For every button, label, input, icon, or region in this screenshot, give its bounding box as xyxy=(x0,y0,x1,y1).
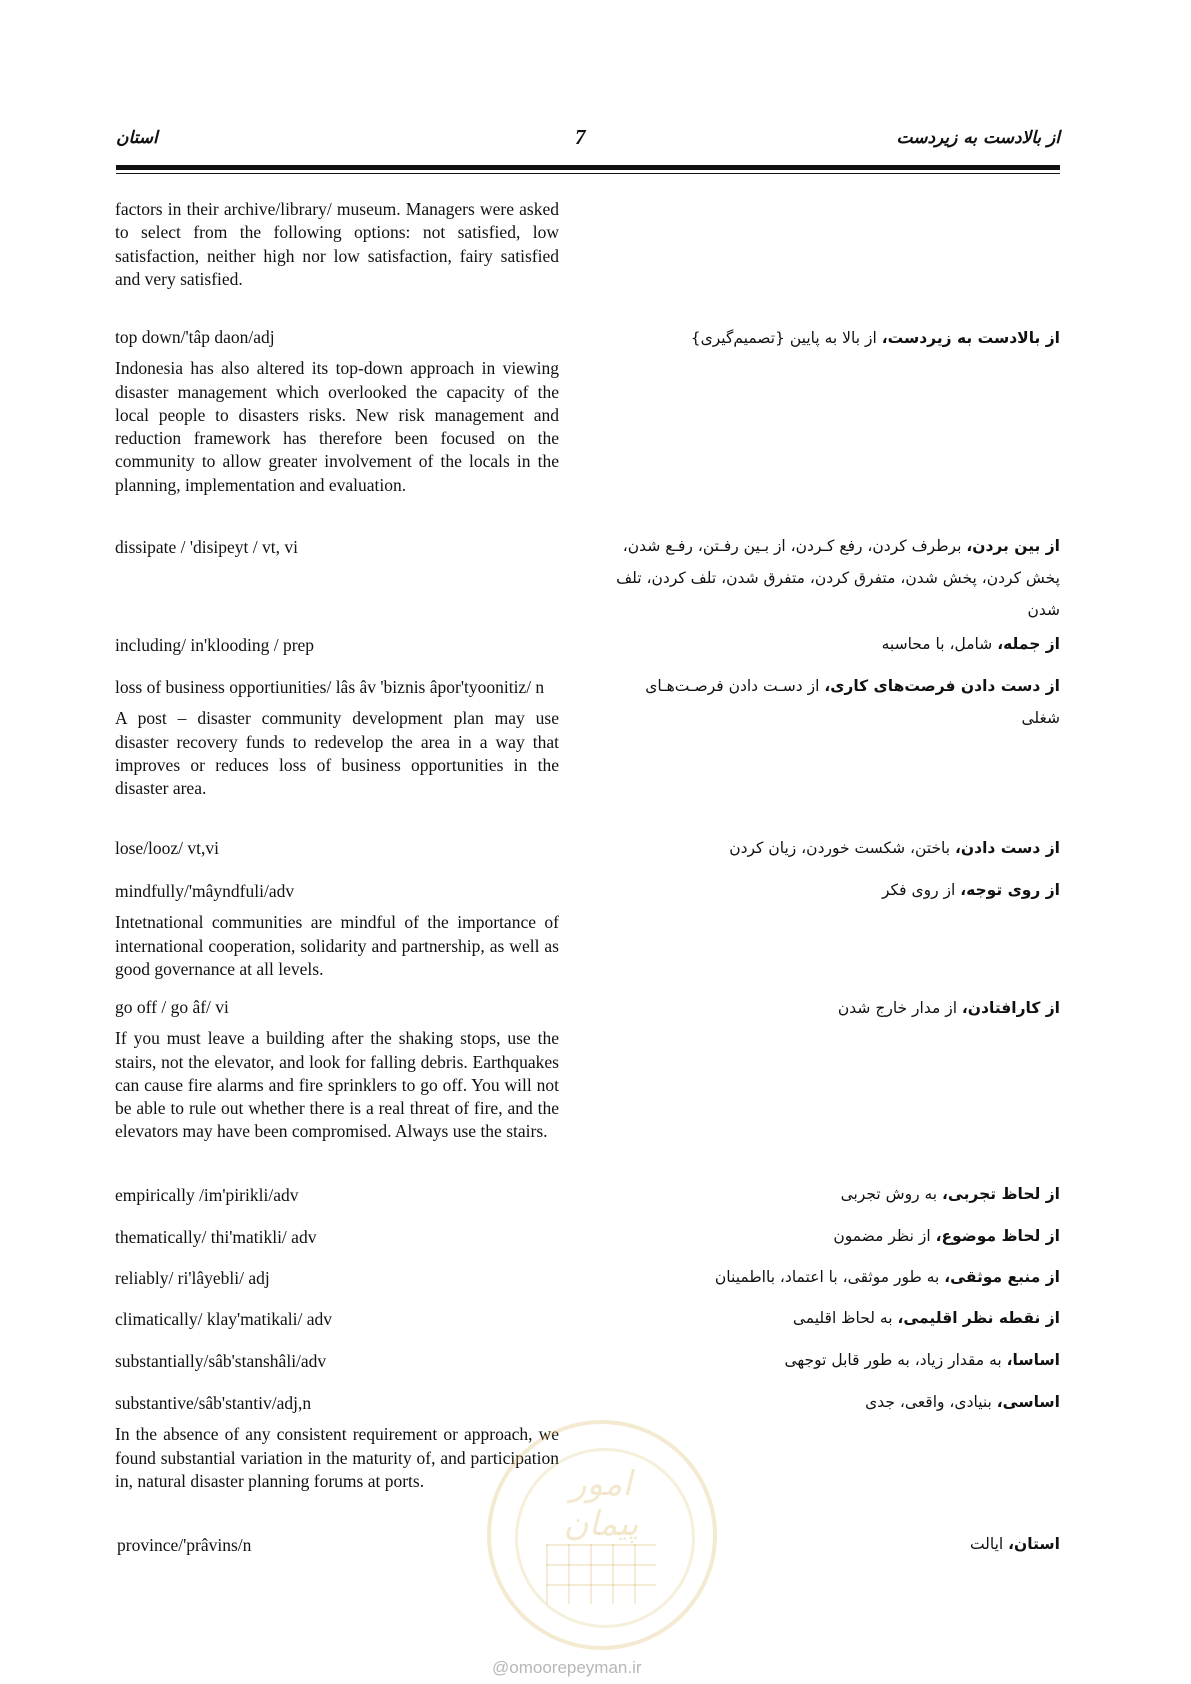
term: including/ in'klooding / prep xyxy=(115,635,315,655)
persian-headword: از منبع موثقی، xyxy=(944,1268,1060,1286)
persian-definition: از بالا به پایین {تصمیم‌گیری} xyxy=(690,329,882,347)
persian-headword: از لحاظ موضوع، xyxy=(935,1227,1060,1245)
page-number: 7 xyxy=(575,125,586,149)
persian-definition: به روش تجربی xyxy=(840,1185,943,1203)
entry-4-fa xyxy=(605,670,1060,734)
term: climatically/ klay'matikali/ adv xyxy=(115,1309,332,1329)
term: empirically /im'pirikli/adv xyxy=(115,1185,299,1205)
entry-1-fa xyxy=(605,322,1060,354)
running-head-entry: از بالادست به زیردست xyxy=(896,128,1060,148)
entry-12-en xyxy=(115,1350,559,1381)
persian-headword: از جمله، xyxy=(997,635,1060,653)
entry-8-en xyxy=(115,1184,559,1215)
watermark-stamp xyxy=(487,1420,717,1650)
persian-definition: از روی فکر xyxy=(882,881,961,899)
watermark-logo-text: امور پیمان xyxy=(563,1464,639,1544)
example-sentence: A post – disaster community development plan may use disaster recovery funds to redevelop the area in a way that improves or reduces loss of business opportunities in the disaster area. xyxy=(115,708,559,799)
entry-9-fa xyxy=(605,1220,1060,1252)
persian-headword: استان، xyxy=(1008,1535,1060,1553)
persian-headword: اساسی، xyxy=(996,1393,1060,1411)
entry-11-fa xyxy=(605,1302,1060,1334)
entry-7-fa xyxy=(605,992,1060,1024)
persian-headword: اساسا، xyxy=(1006,1351,1060,1369)
running-head-section: استان xyxy=(116,128,158,148)
entry-2-fa xyxy=(605,530,1060,626)
persian-headword: از کارافتادن، xyxy=(961,999,1060,1017)
persian-definition: ایالت xyxy=(969,1535,1009,1553)
term: dissipate / 'disipeyt / vt, vi xyxy=(115,537,299,557)
header-rule-thin xyxy=(116,173,1060,174)
example-sentence: Intetnational communities are mindful of the importance of international cooperation, solidarity and partnership, as well as good governance at all levels. xyxy=(115,912,559,979)
persian-definition: به مقدار زیاد، به طور قابل توجهی xyxy=(784,1351,1007,1369)
persian-headword: از بین بردن، xyxy=(966,537,1060,555)
term: substantive/sâb'stantiv/adj,n xyxy=(115,1393,312,1413)
entry-6-fa xyxy=(605,874,1060,906)
persian-headword: از دست دادن، xyxy=(955,839,1060,857)
entry-11-en xyxy=(115,1308,559,1339)
term: reliably/ ri'lâyebli/ adj xyxy=(115,1268,270,1288)
term: loss of business opportiunities/ lâs âv 'biznis âpor'tyoonitiz/ n xyxy=(115,677,545,697)
persian-headword: از دست دادن فرصت‌های کاری، xyxy=(824,677,1060,695)
entry-3-en xyxy=(115,634,559,665)
persian-definition: بنیادی، واقعی، جدی xyxy=(865,1393,997,1411)
example-sentence: If you must leave a building after the shaking stops, use the stairs, not the elevator, and look for falling debris. Earthquakes can cause fire alarms and fire sprinklers to go off. You will not be able to rule out whether there is a real threat of fire, and the elevators may have been compromised. Always use the stairs. xyxy=(115,1028,559,1142)
term: lose/looz/ vt,vi xyxy=(115,838,220,858)
header-rule-thick xyxy=(116,165,1060,170)
watermark-site: @omoorepeyman.ir xyxy=(492,1658,642,1677)
term: go off / go âf/ vi xyxy=(115,997,229,1017)
entry-9-en xyxy=(115,1226,559,1257)
watermark-grid xyxy=(546,1544,656,1604)
entry-7-en xyxy=(115,996,559,1144)
term: substantially/sâb'stanshâli/adv xyxy=(115,1351,327,1371)
term: top down/'tâp daon/adj xyxy=(115,327,275,347)
persian-headword: از روی توجه، xyxy=(960,881,1060,899)
persian-definition: از نظر مضمون xyxy=(833,1227,936,1245)
entry-13-fa xyxy=(605,1386,1060,1418)
example-sentence: Indonesia has also altered its top-down approach in viewing disaster management which overlooked the capacity of the local people to disasters risks. New risk management and reduction framework has therefore been focused on the community to allow greater involvement of the locals in the planning, implementation and evaluation. xyxy=(115,358,559,495)
example-sentence: factors in their archive/library/ museum. Managers were asked to select from the following options: not satisfied, low satisfaction, neither high nor low satisfaction, fairy satisfied and very satisfied. xyxy=(115,199,559,289)
persian-definition: باختن، شکست خوردن، زیان کردن xyxy=(729,839,956,857)
persian-definition: از مدار خارج شدن xyxy=(837,999,962,1017)
entry-5-fa xyxy=(605,832,1060,864)
persian-definition: از دسـت دادن فرصـت‌هـای شغلی xyxy=(645,677,1060,727)
entry-10-en xyxy=(115,1267,559,1298)
term: province/'prâvins/n xyxy=(117,1535,252,1555)
persian-definition: به لحاظ اقلیمی xyxy=(792,1309,898,1327)
entry-6-en xyxy=(115,880,559,981)
persian-definition: برطرف کردن، رفع کـردن، از بـین رفـتن، رفـع شدن، پخش کردن، پخش شدن، متفرق کردن، متفرق شدن، تلف کردن، تلف شدن xyxy=(616,537,1060,619)
entry-10-fa xyxy=(605,1261,1060,1293)
persian-headword: از نقطه نظر اقلیمی، xyxy=(897,1309,1060,1327)
entry-5-en xyxy=(115,837,559,868)
persian-headword: از لحاظ تجربی، xyxy=(942,1185,1060,1203)
entry-2-en xyxy=(115,536,559,567)
persian-definition: به طور موثقی، با اعتماد، بااطمینان xyxy=(714,1268,945,1286)
term: mindfully/'mâyndfuli/adv xyxy=(115,881,295,901)
example-sentence: In the absence of any consistent requirement or approach, we found substantial variation in the maturity of, and participation in, natural disaster planning forums at ports. xyxy=(115,1424,559,1491)
term: thematically/ thi'matikli/ adv xyxy=(115,1227,317,1247)
persian-definition: شامل، با محاسبه xyxy=(881,635,998,653)
entry-13-en xyxy=(115,1392,559,1493)
entry-12-fa xyxy=(605,1344,1060,1376)
persian-headword: از بالادست به زیردست، xyxy=(881,329,1060,347)
entry-1-en xyxy=(115,326,559,497)
entry-8-fa xyxy=(605,1178,1060,1210)
entry-3-fa xyxy=(605,628,1060,660)
entry-4-en xyxy=(115,676,559,800)
entry-0-en xyxy=(115,198,559,291)
